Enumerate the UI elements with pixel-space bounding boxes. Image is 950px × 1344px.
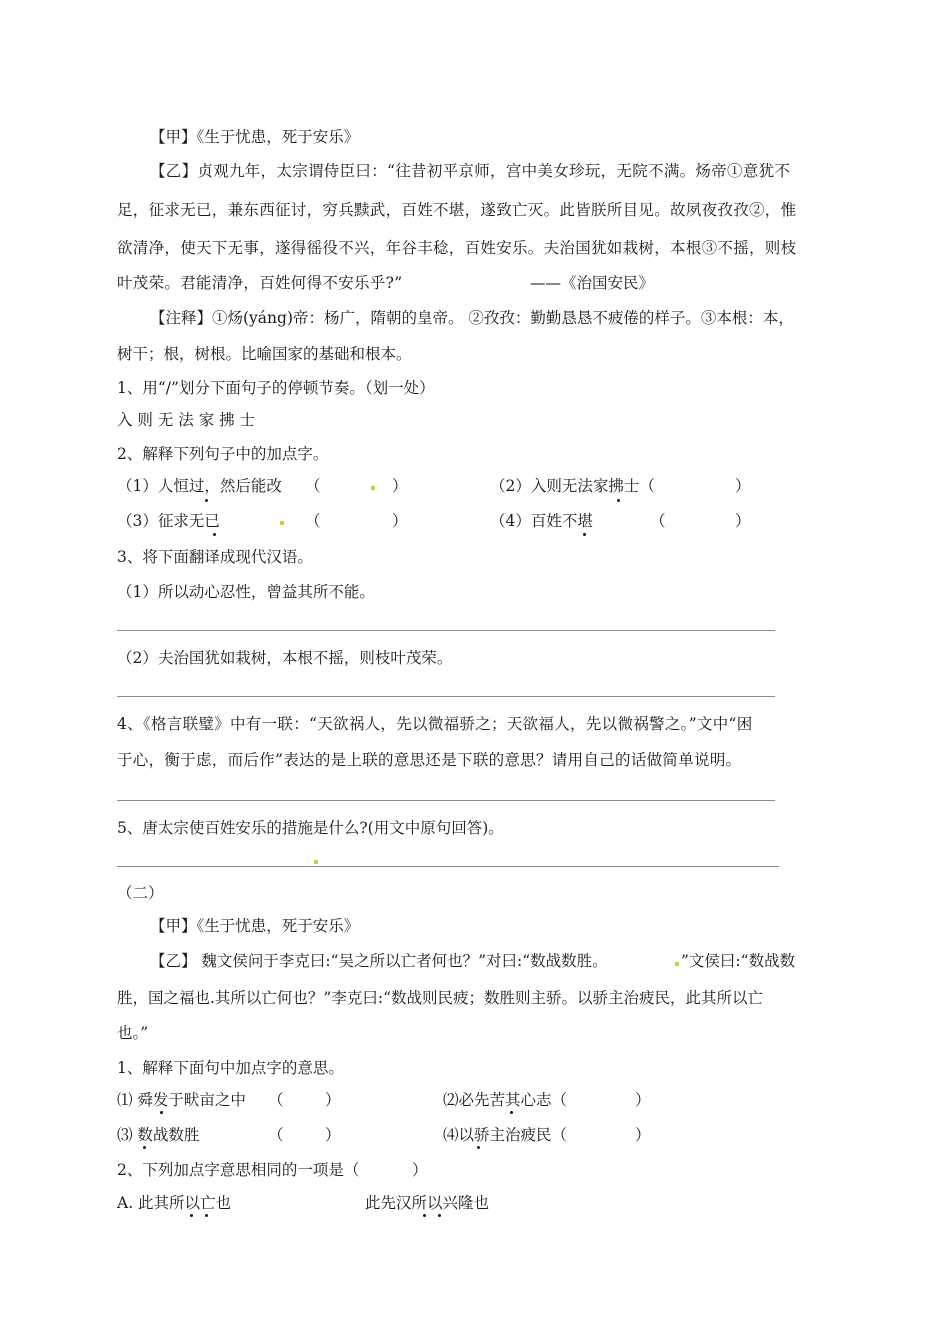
q2-item-4-paren-close: ）	[735, 512, 751, 530]
q2-item-2-paren-close: ）	[735, 477, 751, 495]
answer-line	[117, 800, 775, 801]
emphasis-dot	[160, 1111, 163, 1114]
emphasis-dot	[205, 499, 208, 502]
part2-q1-item-1-paren-close: ）	[325, 1091, 341, 1109]
q2-item-2: （2）入则无法家拂士（	[490, 477, 655, 495]
scan-mark	[280, 521, 284, 525]
part2-q1-item-4: ⑷以骄主治疲民（	[443, 1126, 568, 1144]
q2-item-3-paren-close: ）	[392, 512, 408, 530]
answer-line	[117, 630, 775, 631]
part2-jia-title: 【甲】《生于忧患，死于安乐》	[150, 917, 360, 935]
question-5: 5、唐太宗使百姓安乐的措施是什么?(用文中原句回答)。	[117, 819, 504, 837]
option-a-left: A. 此其所以亡也	[117, 1194, 232, 1212]
emphasis-dot	[205, 1214, 208, 1217]
emphasis-dot	[583, 533, 586, 536]
question-1: 1、用“/”划分下面句子的停顿节奏。（划一处）	[117, 379, 435, 397]
q2-item-4-paren-open: （	[650, 512, 666, 530]
answer-line	[117, 696, 775, 697]
part2-question-2: 2、下列加点字意思相同的一项是（	[117, 1161, 360, 1179]
scan-mark	[371, 486, 375, 490]
part2-q1-item-2-paren-close: ）	[635, 1091, 651, 1109]
emphasis-dot	[617, 499, 620, 502]
q3-item-1: （1）所以动心忍性，曾益其所不能。	[117, 583, 375, 601]
part2-q1-item-4-paren-close: ）	[635, 1126, 651, 1144]
q2-item-3-paren-open: （	[305, 512, 321, 530]
scan-mark	[314, 860, 318, 864]
part1-notes-line-2: 树干；根，树根。比喻国家的基础和根本。	[117, 345, 412, 363]
option-a-right: 此先汉所以兴隆也	[365, 1194, 490, 1212]
part2-heading: （二）	[117, 884, 164, 902]
part1-jia-title: 【甲】《生于忧患，死于安乐》	[150, 128, 360, 146]
part2-q1-item-3-paren-open: （	[268, 1126, 284, 1144]
part2-question-2-paren-close: ）	[412, 1161, 428, 1179]
q2-item-1-paren-open: （	[305, 477, 321, 495]
part2-q1-item-3: ⑶ 数战数胜	[117, 1126, 200, 1144]
part2-yi-line-1-tail: ”文侯曰:“数战数	[681, 952, 796, 970]
part1-yi-line-2: 足，征求无已，兼东西征讨，穷兵黩武，百姓不堪，遂致亡灭。此皆朕所目见。故夙夜孜孜②，惟	[117, 201, 797, 219]
emphasis-dot	[477, 1146, 480, 1149]
part2-q1-item-3-paren-close: ）	[325, 1126, 341, 1144]
scan-mark	[675, 962, 679, 966]
question-3: 3、将下面翻译成现代汉语。	[117, 548, 313, 566]
part2-q1-item-2: ⑵必先苦其心志（	[443, 1091, 568, 1109]
emphasis-dot	[423, 1214, 426, 1217]
q2-item-4: （4）百姓不堪	[490, 512, 593, 530]
q3-item-2: （2）夫治国犹如栽树，本根不摇，则枝叶茂荣。	[117, 649, 453, 667]
question-4-line-2: 于心，衡于虑，而后作”表达的是上联的意思还是下联的意思？请用自己的话做简单说明。	[117, 751, 742, 769]
part2-q1-item-1: ⑴ 舜发于畎亩之中	[117, 1091, 246, 1109]
part2-question-1: 1、解释下面句中加点字的意思。	[117, 1059, 344, 1077]
part2-q1-item-1-paren-open: （	[268, 1091, 284, 1109]
emphasis-dot	[438, 1214, 441, 1217]
part2-yi-line-3: 也。”	[117, 1024, 149, 1042]
q2-item-1: （1）人恒过，然后能改	[117, 477, 282, 495]
part1-source: ——《治国安民》	[530, 274, 655, 292]
part1-yi-line-3: 欲清净，使天下无事，遂得徭役不兴，年谷丰稔，百姓安乐。夫治国犹如栽树，本根③不摇，则枝	[117, 239, 797, 257]
emphasis-dot	[213, 533, 216, 536]
answer-line	[117, 866, 779, 867]
emphasis-dot	[190, 1214, 193, 1217]
part1-yi-line-1: 【乙】贞观九年，太宗谓侍臣曰：“往昔初平京师，宫中美女珍玩，无院不满。炀帝①意犹不	[150, 162, 791, 180]
question-4-line-1: 4、《格言联璧》中有一联：“天欲祸人，先以微福骄之；天欲福人，先以微祸警之。”文中“困	[117, 715, 753, 733]
q2-item-1-paren-close: ）	[392, 477, 408, 495]
part1-notes-line-1: 【注释】①炀(yáng)帝：杨广，隋朝的皇帝。 ②孜孜：勤勤恳恳不疲倦的样子。③本根：本，	[150, 309, 794, 327]
q2-item-3: （3）征求无已	[117, 512, 220, 530]
part2-yi-line-1: 【乙】 魏文侯问于李克曰:“吴之所以亡者何也？”对曰:“数战数胜。	[150, 952, 608, 970]
question-1-sentence: 入 则 无 法 家 拂 士	[117, 411, 256, 429]
emphasis-dot	[143, 1146, 146, 1149]
part2-yi-line-2: 胜，国之福也.其所以亡何也？”李克曰:“数战则民疲；数胜则主骄。以骄主治疲民，此其所以亡	[117, 989, 764, 1007]
part1-yi-line-4: 叶茂荣。君能清净，百姓何得不安乐乎?”	[117, 274, 403, 292]
emphasis-dot	[510, 1111, 513, 1114]
question-2: 2、解释下列句子中的加点字。	[117, 445, 329, 463]
